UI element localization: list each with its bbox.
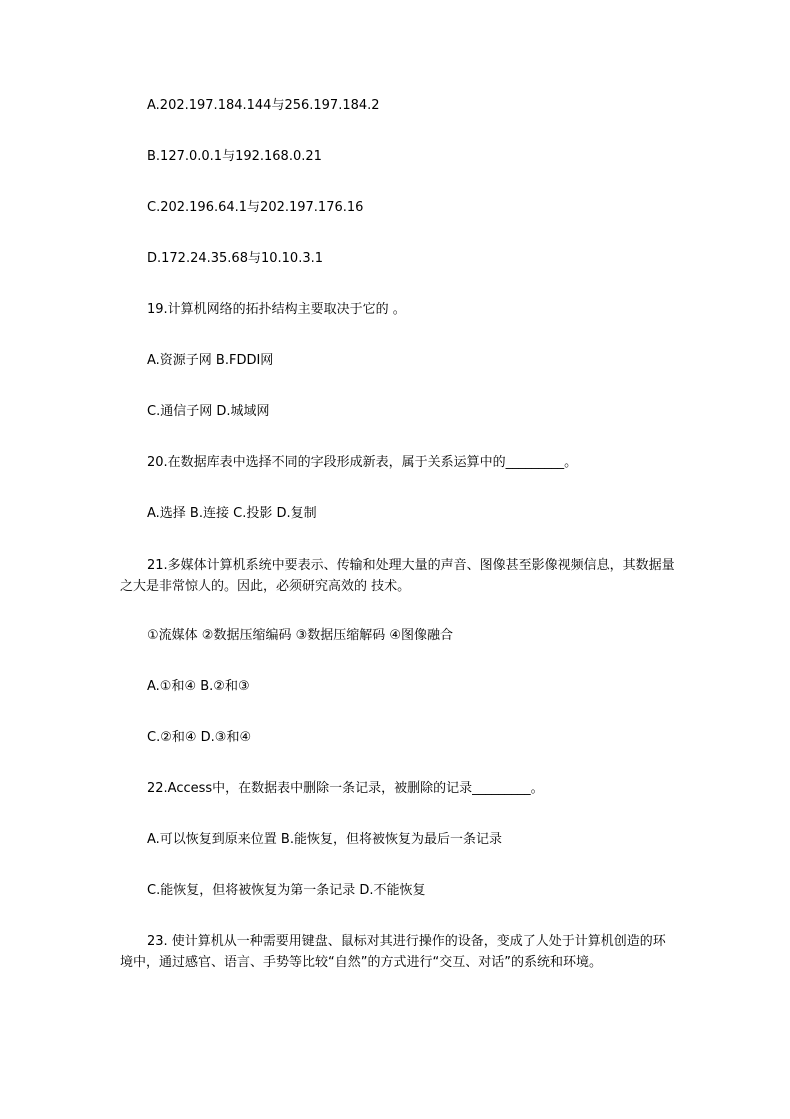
option-c-ip-pair: C.202.196.64.1与202.197.176.16 [147,200,364,215]
option-a-ip-pair: A.202.197.184.144与256.197.184.2 [147,98,380,113]
q19-options-cd: C.通信子网 D.城域网 [147,404,270,419]
q21-options-ab: A.①和④ B.②和③ [147,679,250,694]
question-19: 19.计算机网络的拓扑结构主要取决于它的 。 [147,302,406,317]
question-23: 23. 使计算机从一种需要用键盘、鼠标对其进行操作的设备，变成了人处于计算机创造的环境中，通过感官、语言、手势等比较“自然”的方式进行“交互、对话”的系统和环境。 [120,934,666,970]
q21-items: ①流媒体 ②数据压缩编码 ③数据压缩解码 ④图像融合 [147,628,454,643]
q22-options-ab: A.可以恢复到原来位置 B.能恢复，但将被恢复为最后一条记录 [147,832,502,847]
question-20: 20.在数据库表中选择不同的字段形成新表，属于关系运算中的_________。 [147,455,578,470]
option-b-ip-pair: B.127.0.0.1与192.168.0.21 [147,149,322,164]
option-d-ip-pair: D.172.24.35.68与10.10.3.1 [147,251,324,266]
q22-options-cd: C.能恢复，但将被恢复为第一条记录 D.不能恢复 [147,883,426,898]
q21-options-cd: C.②和④ D.③和④ [147,730,252,745]
question-22: 22.Access中，在数据表中删除一条记录，被删除的记录_________。 [147,781,544,796]
q19-options-ab: A.资源子网 B.FDDI网 [147,353,274,368]
question-21: 21.多媒体计算机系统中要表示、传输和处理大量的声音、图像甚至影像视频信息，其数据量之大是非常惊人的。因此，必须研究高效的 技术。 [120,558,675,594]
q20-options: A.选择 B.连接 C.投影 D.复制 [147,506,317,521]
